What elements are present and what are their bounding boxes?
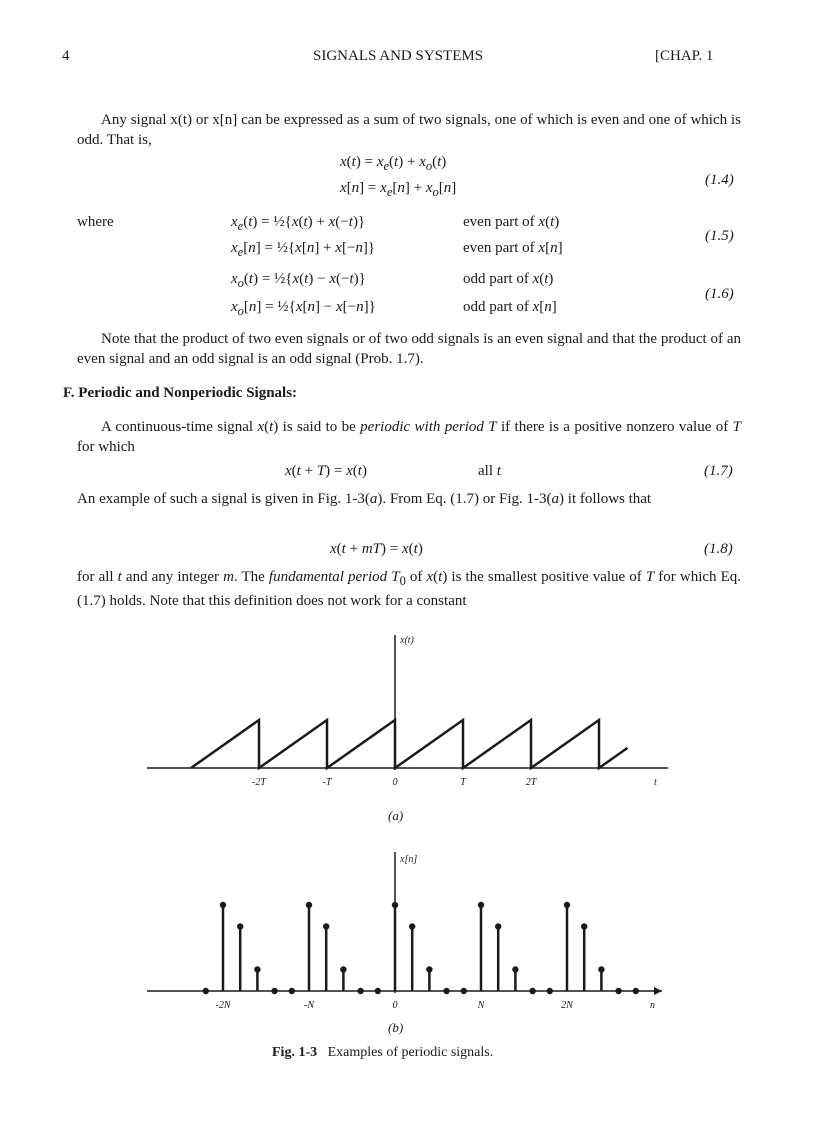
eq-1-6-line2: $x_o[n]$ = ½{x[n] − x[−n]} — [231, 299, 376, 318]
panel-a-tick-label: -T — [322, 777, 332, 788]
panel-b-stem-dot — [529, 988, 535, 994]
panel-b-stem-dot — [203, 988, 209, 994]
panel-b-stem-dot — [633, 988, 639, 994]
panel-a-tick-label: 0 — [392, 777, 398, 788]
figure-caption — [272, 1045, 493, 1061]
paragraph-example: An example of such a signal is given in Fig. 1-3(a). From Eq. (1.7) or Fig. 1-3(a) it follows that — [77, 491, 652, 507]
panel-b-stem-dot — [340, 966, 346, 972]
eq-1-8-expr: x(t + mT) = x(t) — [330, 541, 423, 557]
eq-1-8-number: (1.8) — [704, 541, 733, 557]
paragraph-product-note: Note that the product of two even signals or of two odd signals is an even signal and that the product of an even signal and an odd signal is an odd signal (Prob. 1.7). — [77, 331, 741, 367]
panel-b-stem-dot — [220, 902, 226, 908]
panel-b-discrete — [147, 852, 662, 1011]
eq-1-7-expr: x(t + T) = x(t) — [285, 463, 367, 479]
panel-a-sawtooth-wave — [191, 720, 628, 768]
panel-b-tick-label: -N — [304, 1000, 314, 1011]
section-heading-f: F. Periodic and Nonperiodic Signals: — [63, 385, 298, 401]
panel-a-tick-label: -2T — [252, 777, 266, 788]
caption-label: Fig. 1-3 — [272, 1045, 318, 1060]
panel-b-stem-dot — [495, 923, 501, 929]
panel-b-stem-dot — [375, 988, 381, 994]
eq-1-6-number: (1.6) — [705, 286, 734, 302]
panel-b-stem-dot — [409, 923, 415, 929]
eq-1-4-line1: $x(t) = x_e(t) + x_o(t)$ — [340, 154, 447, 173]
panel-b-stem-dot — [271, 988, 277, 994]
panel-a-tick-label: T — [460, 777, 466, 788]
chapter-label: [CHAP. 1 — [655, 48, 714, 64]
eq-1-5-desc1: even part of x(t) — [463, 214, 560, 230]
eq-1-5-desc2: even part of x[n] — [463, 240, 563, 256]
panel-b-x-arrow — [654, 987, 662, 995]
panel-b-stem-dot — [564, 902, 570, 908]
panel-a-tick-label: 2T — [525, 777, 537, 788]
running-title: SIGNALS AND SYSTEMS — [313, 48, 484, 64]
panel-b-stem-dot — [512, 966, 518, 972]
panel-a-y-label: x(t) — [400, 635, 414, 646]
panel-b-sublabel: (b) — [388, 1020, 404, 1035]
panel-b-stem-dot — [426, 966, 432, 972]
panel-b-tick-label: -2N — [215, 1000, 231, 1011]
panel-a-x-label: t — [654, 777, 657, 788]
panel-b-stem-dot — [289, 988, 295, 994]
panel-b-stem-dot — [478, 902, 484, 908]
panel-b-stem-dot — [615, 988, 621, 994]
panel-b-stem-dot — [357, 988, 363, 994]
eq-1-7-number: (1.7) — [704, 463, 733, 479]
panel-b-stem-dot — [237, 923, 243, 929]
panel-a-sublabel: (a) — [388, 808, 404, 823]
eq-1-4-line2: $x[n] = x_e[n] + x_o[n]$ — [340, 180, 457, 199]
panel-b-stem-dot — [392, 902, 398, 908]
where-label: where — [77, 214, 114, 230]
paragraph-periodic-def: A continuous-time signal x(t) is said to be periodic with period T if there is a positive nonzero value of T for which — [77, 419, 741, 455]
panel-b-stem-dot — [443, 988, 449, 994]
panel-b-stem-dot — [581, 923, 587, 929]
panel-b-y-label: x[n] — [400, 854, 418, 865]
caption-text: Examples of periodic signals. — [327, 1045, 494, 1060]
panel-b-stem-dot — [254, 966, 260, 972]
panel-b-x-label: n — [650, 1000, 655, 1011]
panel-b-tick-label: 2N — [561, 1000, 573, 1011]
panel-a-sawtooth — [147, 635, 668, 788]
eq-1-5-line1: $x_e(t)$ = ½{x(t) + x(−t)} — [231, 214, 366, 233]
eq-1-4-number: (1.4) — [705, 172, 734, 188]
eq-1-5-number: (1.5) — [705, 228, 734, 244]
paragraph-even-odd: Any signal x(t) or x[n] can be expressed as a sum of two signals, one of which is even and one of which is odd. That is, — [77, 112, 741, 148]
paragraph-fundamental-period: for all t and any integer m. The fundamental period $T_0$ of x(t) is the smallest positive value of T for which Eq. (1.7) holds. Note that this definition does not work for a constant — [77, 569, 742, 609]
panel-b-stem-dot — [547, 988, 553, 994]
eq-1-7-cond: all t — [478, 463, 501, 479]
panel-b-stem-dot — [306, 902, 312, 908]
panel-b-stem-dot — [323, 923, 329, 929]
page-number: 4 — [62, 48, 70, 64]
eq-1-6-desc2: odd part of x[n] — [463, 299, 557, 315]
panel-b-tick-label: 0 — [392, 1000, 398, 1011]
eq-1-5-line2: $x_e[n]$ = ½{x[n] + x[−n]} — [231, 240, 376, 259]
panel-b-stem-dot — [461, 988, 467, 994]
eq-1-6-desc1: odd part of x(t) — [463, 271, 554, 287]
panel-b-tick-label: N — [477, 1000, 485, 1011]
eq-1-6-line1: $x_o(t)$ = ½{x(t) − x(−t)} — [231, 271, 366, 290]
panel-b-stem-dot — [598, 966, 604, 972]
